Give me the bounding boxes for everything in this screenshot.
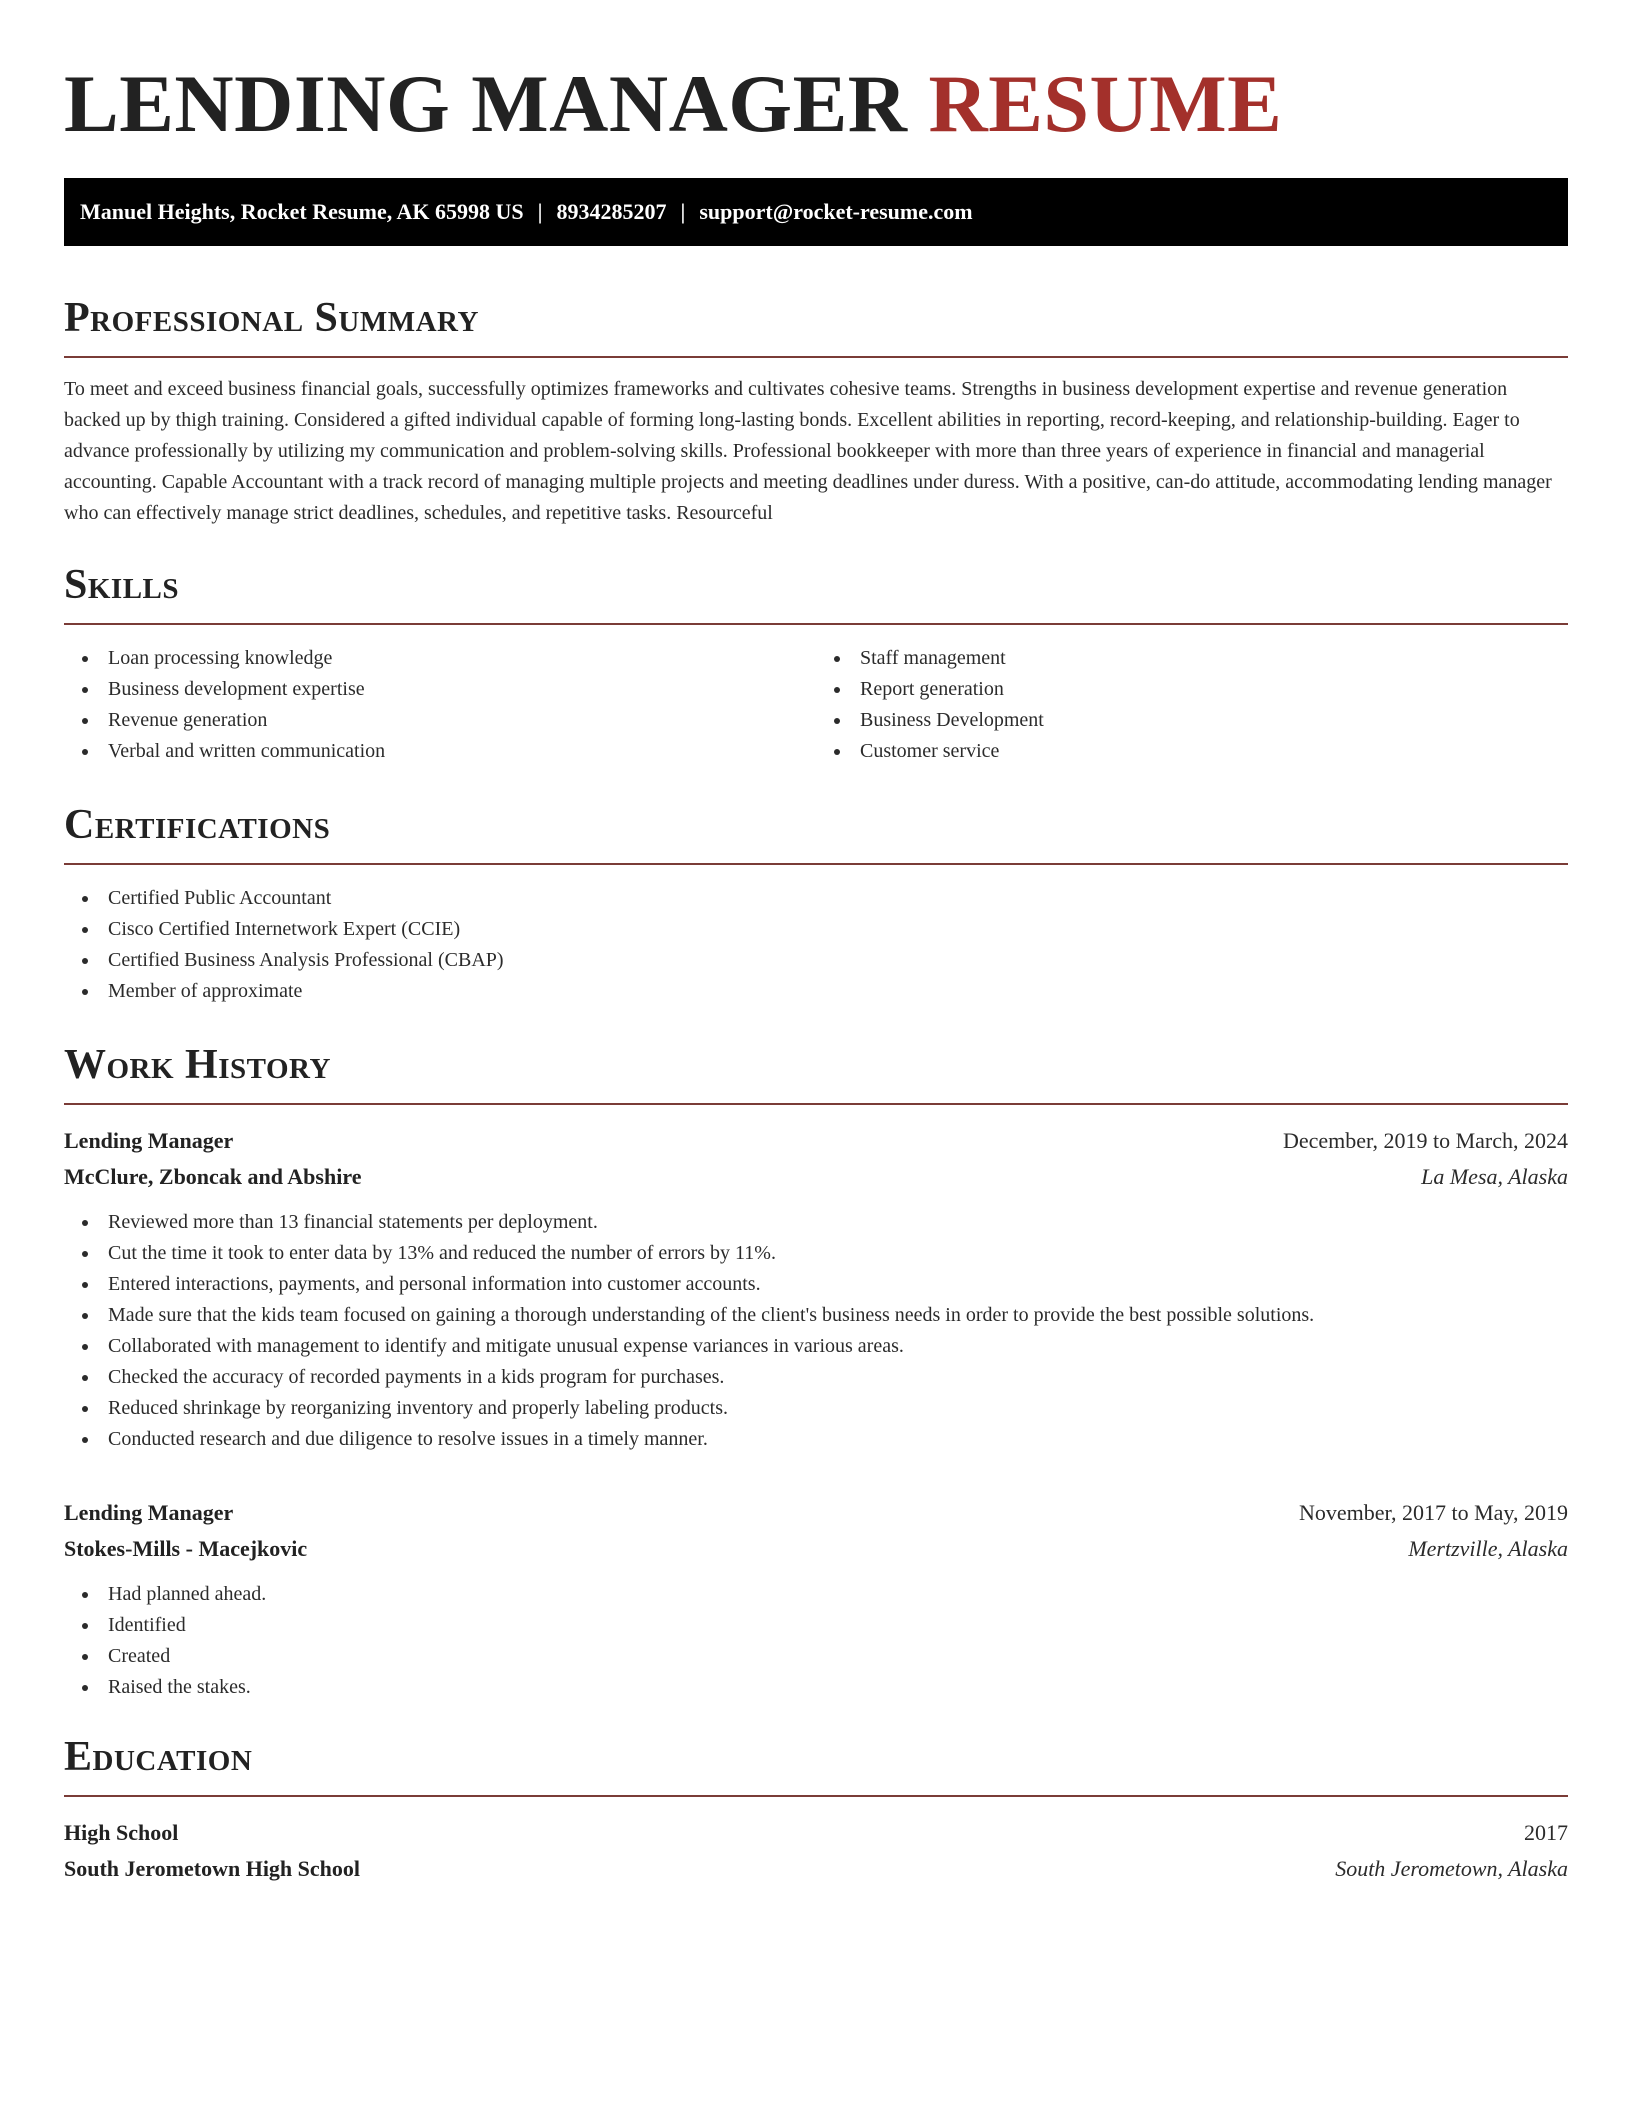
section-divider	[64, 1103, 1568, 1105]
section-divider	[64, 356, 1568, 358]
education-section	[64, 1729, 1568, 1887]
job-bullets	[64, 1579, 1568, 1703]
job-bullet: Reviewed more than 13 financial statements per deployment.	[64, 1207, 1568, 1238]
job-title: Lending Manager	[64, 1128, 234, 1153]
summary-section	[64, 290, 1568, 529]
skill-item: Business development expertise	[64, 674, 816, 705]
section-divider	[64, 1795, 1568, 1797]
skill-item: Loan processing knowledge	[64, 643, 816, 674]
education-degree-row	[64, 1815, 1568, 1851]
skill-item: Business Development	[816, 705, 1568, 736]
job-title: Lending Manager	[64, 1500, 234, 1525]
job-company-row	[64, 1159, 1568, 1195]
title-main: LENDING MANAGER	[64, 58, 908, 149]
job-bullet: Checked the accuracy of recorded payments in a kids program for purchases.	[64, 1362, 1568, 1393]
section-divider	[64, 863, 1568, 865]
contact-separator: |	[680, 199, 686, 224]
contact-address: Manuel Heights, Rocket Resume, AK 65998 US	[80, 199, 524, 224]
contact-email: support@rocket-resume.com	[699, 199, 973, 224]
job-dates: December, 2019 to March, 2024	[1282, 1128, 1568, 1153]
certifications-list	[64, 883, 1568, 1007]
certification-item: Member of approximate	[64, 976, 1568, 1007]
certifications-heading: Certifications	[64, 802, 331, 848]
certification-item: Certified Business Analysis Professional (CBAP)	[64, 945, 1568, 976]
work-history-section	[64, 1037, 1568, 1703]
skills-grid	[64, 625, 1568, 767]
resume-title	[64, 0, 1568, 152]
job-header-row	[64, 1123, 1568, 1159]
contact-separator: |	[537, 199, 543, 224]
education-year: 2017	[1524, 1820, 1568, 1845]
job-location: La Mesa, Alaska	[1421, 1164, 1568, 1189]
certification-item: Cisco Certified Internetwork Expert (CCIE)	[64, 914, 1568, 945]
education-school-row	[64, 1851, 1568, 1887]
education-degree: High School	[64, 1820, 179, 1845]
skills-list-right	[816, 643, 1568, 767]
job-bullet: Entered interactions, payments, and personal information into customer accounts.	[64, 1269, 1568, 1300]
job-dates: November, 2017 to May, 2019	[1299, 1500, 1568, 1525]
skill-item: Verbal and written communication	[64, 736, 816, 767]
job-bullet: Made sure that the kids team focused on gaining a thorough understanding of the client's business needs in order to provide the best possible solutions.	[64, 1300, 1568, 1331]
education-location: South Jerometown, Alaska	[1335, 1856, 1568, 1881]
job-header-row	[64, 1495, 1568, 1531]
job-company-row	[64, 1531, 1568, 1567]
title-accent: RESUME	[928, 58, 1283, 149]
skills-heading: Skills	[64, 562, 180, 608]
job-location: Mertzville, Alaska	[1408, 1536, 1568, 1561]
summary-heading: Professional Summary	[64, 295, 479, 341]
education-school: South Jerometown High School	[64, 1856, 361, 1881]
skill-item: Revenue generation	[64, 705, 816, 736]
job-entry	[64, 1495, 1568, 1703]
education-heading: Education	[64, 1734, 253, 1780]
summary-text: To meet and exceed business financial goals, successfully optimizes frameworks and cultivates cohesive teams. Strengths in business development expertise and revenue generation backed up by thigh training. Considered a gifted individual capable of forming long-lasting bonds. Excellent abilities in reporting, record-keeping, and relationship-building. Eager to advance professionally by utilizing my communication and problem-solving skills. Professional bookkeeper with more than three years of experience in financial and managerial accounting. Capable Accountant with a track record of managing multiple projects and meeting deadlines under duress. With a positive, can-do attitude, accommodating lending manager who can effectively manage strict deadlines, schedules, and repetitive tasks. Resourceful	[64, 378, 1552, 524]
job-bullet: Conducted research and due diligence to resolve issues in a timely manner.	[64, 1424, 1568, 1455]
certifications-section	[64, 797, 1568, 1007]
job-bullet: Created	[64, 1641, 1568, 1672]
job-bullet: Raised the stakes.	[64, 1672, 1568, 1703]
job-bullet: Collaborated with management to identify and mitigate unusual expense variances in various areas.	[64, 1331, 1568, 1362]
job-company: McClure, Zboncak and Abshire	[64, 1164, 362, 1189]
job-bullet: Cut the time it took to enter data by 13% and reduced the number of errors by 11%.	[64, 1238, 1568, 1269]
contact-bar	[64, 178, 1568, 246]
job-bullet: Had planned ahead.	[64, 1579, 1568, 1610]
job-bullet: Identified	[64, 1610, 1568, 1641]
certification-item: Certified Public Accountant	[64, 883, 1568, 914]
contact-phone: 8934285207	[556, 199, 667, 224]
skill-item: Customer service	[816, 736, 1568, 767]
job-entry	[64, 1123, 1568, 1455]
skills-section	[64, 557, 1568, 767]
job-bullet: Reduced shrinkage by reorganizing inventory and properly labeling products.	[64, 1393, 1568, 1424]
skill-item: Staff management	[816, 643, 1568, 674]
skill-item: Report generation	[816, 674, 1568, 705]
work-history-heading: Work History	[64, 1042, 331, 1088]
job-bullets	[64, 1207, 1568, 1455]
education-entry	[64, 1815, 1568, 1887]
job-company: Stokes-Mills - Macejkovic	[64, 1536, 308, 1561]
skills-list-left	[64, 643, 816, 767]
